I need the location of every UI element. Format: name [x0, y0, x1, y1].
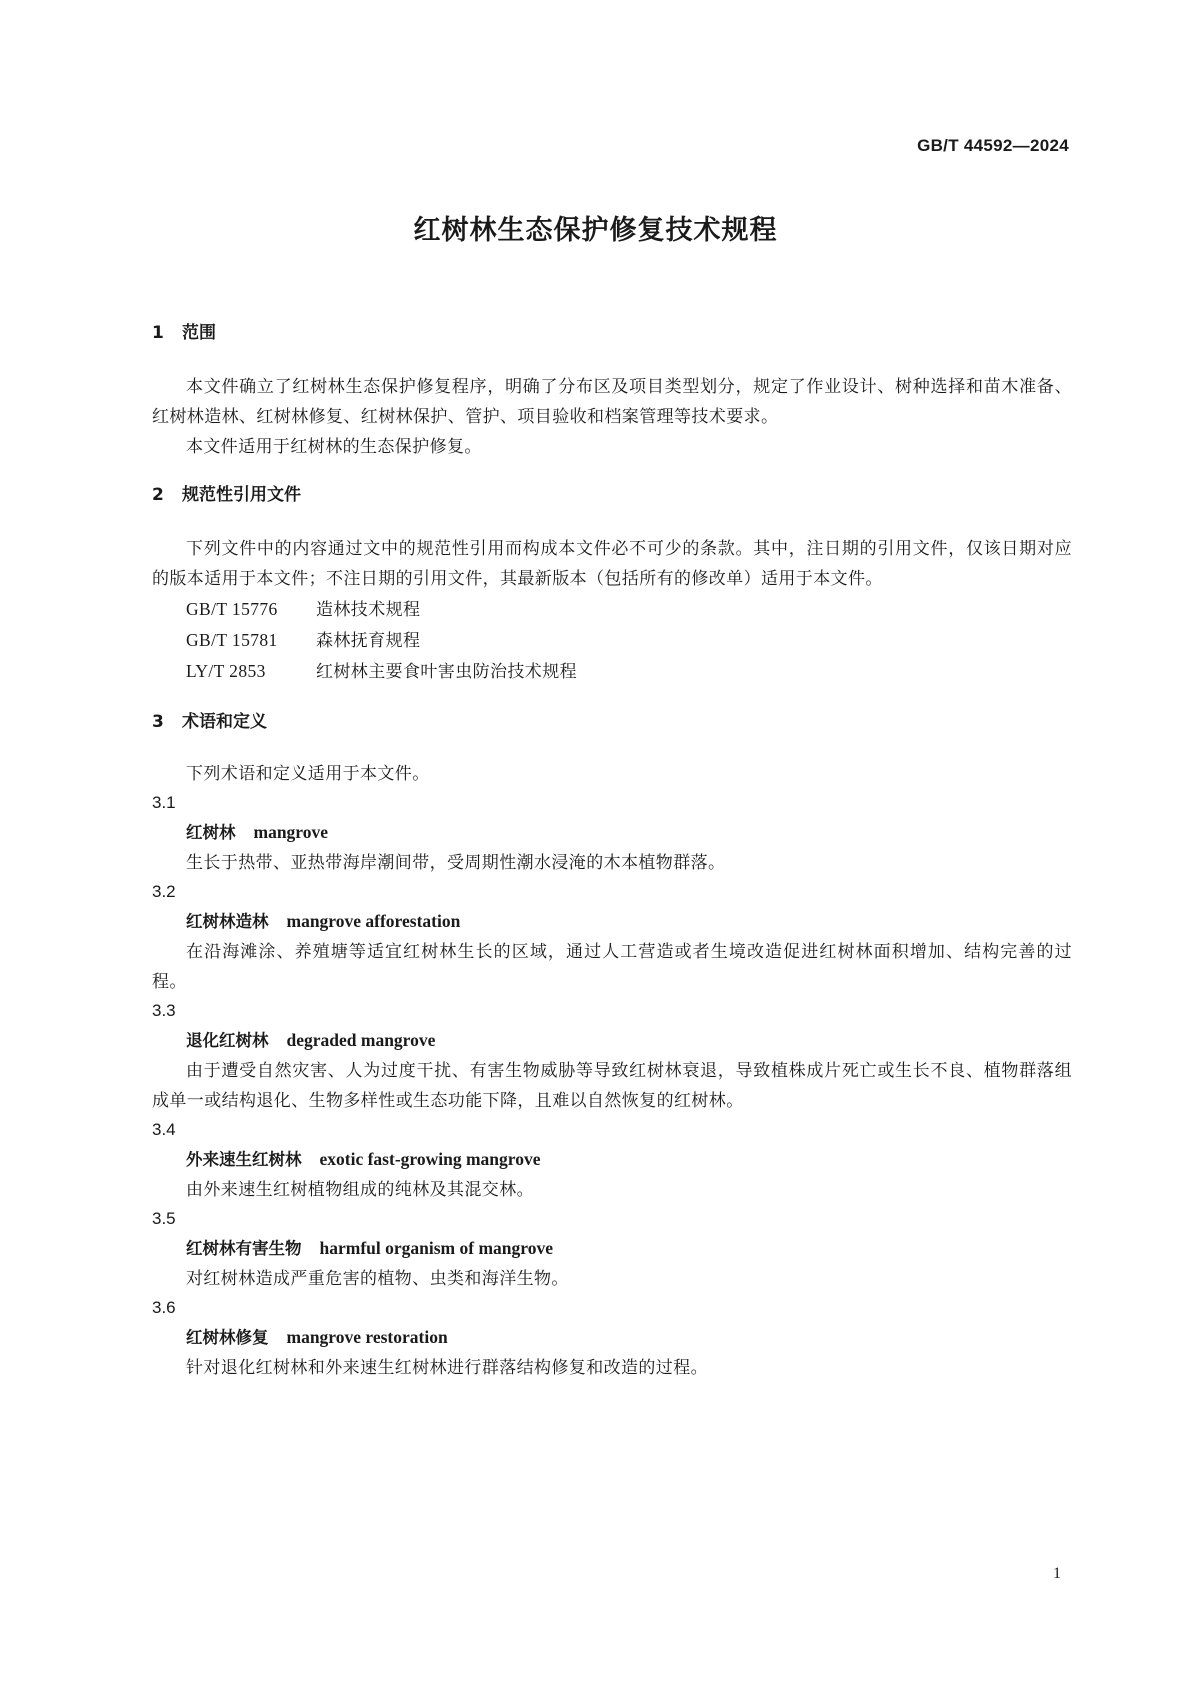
reference-title: 森林抚育规程 — [316, 631, 421, 651]
section-title: 术语和定义 — [182, 712, 267, 732]
section-heading-normative-refs — [152, 482, 1072, 508]
document-title: 红树林生态保护修复技术规程 — [413, 215, 778, 246]
term-number: 3.5 — [152, 1209, 176, 1228]
term-number: 3.2 — [152, 882, 176, 901]
term-name — [152, 1025, 1072, 1056]
term-name-en: exotic fast-growing mangrove — [319, 1149, 541, 1169]
term-name-en: mangrove — [253, 822, 329, 842]
term-name-cn: 红树林造林 — [186, 912, 269, 931]
term-name — [152, 1322, 1072, 1353]
term-number: 3.6 — [152, 1298, 176, 1317]
term-entry — [152, 997, 1072, 1116]
section-heading-terms — [152, 709, 1072, 735]
term-name-en: degraded mangrove — [286, 1030, 436, 1050]
term-definition: 由外来速生红树植物组成的纯林及其混交林。 — [186, 1180, 534, 1200]
page-number: 1 — [1053, 1565, 1061, 1582]
standard-code: GB/T 44592—2024 — [917, 136, 1069, 155]
normative-refs-intro: 下列文件中的内容通过文中的规范性引用而构成本文件必不可少的条款。其中，注日期的引用文件，仅该日期对应的版本适用于本文件；不注日期的引用文件，其最新版本（包括所有的修改单）适用于本文件。 — [152, 539, 1072, 589]
reference-item — [152, 625, 1072, 656]
reference-title: 红树林主要食叶害虫防治技术规程 — [316, 662, 577, 682]
term-entry — [152, 1205, 1072, 1294]
term-name-en: mangrove restoration — [286, 1327, 448, 1347]
term-definition: 对红树林造成严重危害的植物、虫类和海洋生物。 — [186, 1269, 569, 1289]
section-title: 规范性引用文件 — [182, 485, 301, 505]
scope-paragraph: 本文件适用于红树林的生态保护修复。 — [186, 437, 482, 457]
reference-code: GB/T 15776 — [186, 599, 278, 619]
term-number: 3.4 — [152, 1120, 176, 1139]
term-definition: 生长于热带、亚热带海岸潮间带，受周期性潮水浸淹的木本植物群落。 — [186, 853, 726, 873]
term-number: 3.3 — [152, 1001, 176, 1020]
reference-title: 造林技术规程 — [316, 600, 421, 620]
term-entry — [152, 1116, 1072, 1205]
section-number: 2 — [152, 485, 164, 505]
term-name-cn: 退化红树林 — [186, 1031, 269, 1050]
term-entry — [152, 878, 1072, 997]
reference-item — [152, 656, 1072, 687]
term-entry — [152, 1294, 1072, 1383]
section-heading-scope — [152, 320, 1072, 346]
scope-paragraph: 本文件确立了红树林生态保护修复程序，明确了分布区及项目类型划分，规定了作业设计、树种选择和苗木准备、红树林造林、红树林修复、红树林保护、管护、项目验收和档案管理等技术要求。 — [152, 377, 1072, 427]
terms-intro: 下列术语和定义适用于本文件。 — [186, 764, 430, 784]
term-name-cn: 外来速生红树林 — [186, 1150, 302, 1169]
document-body — [152, 320, 1072, 1383]
term-number: 3.1 — [152, 793, 176, 812]
term-definition: 由于遭受自然灾害、人为过度干扰、有害生物威胁等导致红树林衰退，导致植株成片死亡或生长不良、植物群落组成单一或结构退化、生物多样性或生态功能下降，且难以自然恢复的红树林。 — [152, 1061, 1072, 1111]
term-definition: 针对退化红树林和外来速生红树林进行群落结构修复和改造的过程。 — [186, 1358, 708, 1378]
term-name — [152, 817, 1072, 848]
term-name-cn: 红树林 — [186, 823, 236, 842]
term-entry — [152, 789, 1072, 878]
term-name-en: mangrove afforestation — [286, 911, 461, 931]
term-name — [152, 906, 1072, 937]
section-title: 范围 — [182, 323, 216, 343]
term-definition: 在沿海滩涂、养殖塘等适宜红树林生长的区域，通过人工营造或者生境改造促进红树林面积增加、结构完善的过程。 — [152, 942, 1072, 992]
term-name-cn: 红树林修复 — [186, 1328, 269, 1347]
reference-code: GB/T 15781 — [186, 630, 278, 650]
term-name — [152, 1233, 1072, 1264]
reference-item — [152, 594, 1072, 625]
term-name-en: harmful organism of mangrove — [319, 1238, 553, 1258]
reference-code: LY/T 2853 — [186, 661, 266, 681]
section-number: 1 — [152, 323, 164, 343]
term-name — [152, 1144, 1072, 1175]
term-name-cn: 红树林有害生物 — [186, 1239, 302, 1258]
section-number: 3 — [152, 712, 164, 732]
